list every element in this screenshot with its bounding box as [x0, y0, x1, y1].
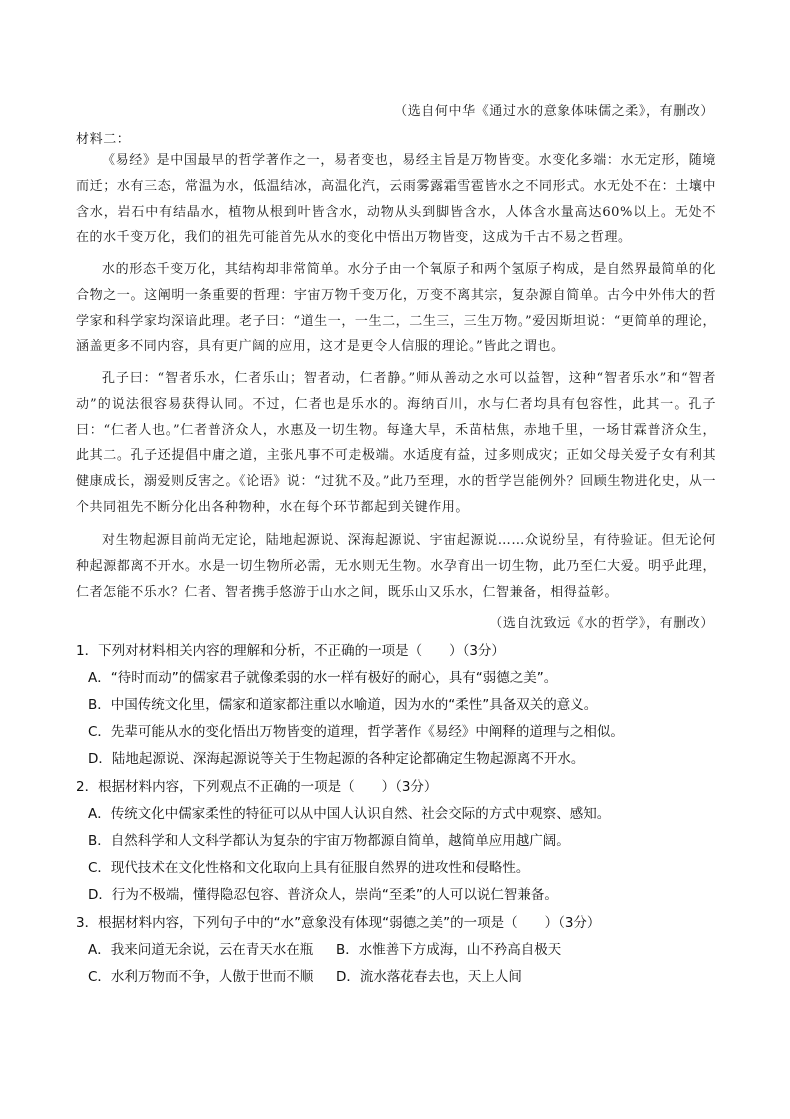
question-2-option-b: B．自然科学和人文科学都认为复杂的宇宙万物都源自简单，越简单应用越广阔。	[88, 833, 570, 849]
paragraph-1: 《易经》是中国最早的哲学著作之一，易者变也，易经主旨是万物皆变。水变化多端：水无定形，随境而迁；水有三态，常温为水，低温结冰，高温化汽，云雨雾露霜雪雹皆水之不同形式。水无处不在：土壤中含水，岩石中有结晶水，植物从根到叶皆含水，动物从头到脚皆含水，人体含水量高达60%以上。无处不在的水千变万化，我们的祖先可能首先从水的变化中悟出万物皆变，这成为千古不易之哲理。	[76, 153, 716, 246]
question-1-stem: 1．下列对材料相关内容的理解和分析，不正确的一项是（ ）（3分）	[76, 643, 505, 659]
question-2-stem: 2．根据材料内容，下列观点不正确的一项是（ ）（3分）	[76, 779, 438, 795]
question-1-option-d: D．陆地起源说、深海起源说等关于生物起源的各种定论都确定生物起源离不开水。	[88, 751, 585, 767]
question-3-options-row-2	[88, 964, 728, 990]
material-2-label: 材料二：	[76, 132, 131, 147]
question-2-option-a: A．传统文化中儒家柔性的特征可以从中国人认识自然、社会交际的方式中观察、感知。	[88, 806, 611, 822]
question-3-option-a: A．我来问道无余说，云在青天水在瓶	[88, 942, 314, 958]
question-2-option-d: D．行为不极端，懂得隐忍包容、普济众人，崇尚“至柔”的人可以说仁智兼备。	[88, 887, 558, 903]
question-3-stem: 3．根据材料内容，下列句子中的“水”意象没有体现“弱德之美”的一项是（ ）（3分）	[76, 915, 601, 931]
paragraph-2: 水的形态千变万化，其结构却非常简单。水分子由一个氧原子和两个氢原子构成，是自然界最简单的化合物之一。这阐明一条重要的哲理：宇宙万物千变万化，万变不离其宗，复杂源自简单。古今中外伟大的哲学家和科学家均深谙此理。老子曰：“道生一，一生二，二生三，三生万物。”爱因斯坦说：“更简单的理论，涵盖更多不同内容，具有更广阔的应用，这才是更令人信服的理论。”皆此之谓也。	[76, 262, 716, 355]
source-citation-2: （选自沈致远《水的哲学》，有删改）	[489, 616, 714, 631]
paragraph-4: 对生物起源目前尚无定论，陆地起源说、深海起源说、宇宙起源说……众说纷呈，有待验证。但无论何种起源都离不开水。水是一切生物所必需，无水则无生物。水孕育出一切生物，此乃至仁大爱。明乎此理，仁者怎能不乐水？仁者、智者携手悠游于山水之间，既乐山又乐水，仁智兼备，相得益彰。	[76, 533, 716, 600]
question-3-option-d: D．流水落花春去也，天上人间	[336, 969, 522, 985]
source-citation-1: （选自何中华《通过水的意象体味儒之柔》，有删改）	[394, 104, 714, 119]
question-3-option-b: B．水惟善下方成海，山不矜高自极天	[336, 942, 562, 958]
question-1-option-c: C．先辈可能从水的变化悟出万物皆变的道理，哲学著作《易经》中阐释的道理与之相似。	[88, 724, 624, 740]
question-1-option-a: A．“待时而动”的儒家君子就像柔弱的水一样有极好的耐心，具有“弱德之美”。	[88, 670, 558, 686]
question-1-option-b: B．中国传统文化里，儒家和道家都注重以水喻道，因为水的“柔性”具备双关的意义。	[88, 697, 598, 713]
question-3-option-c: C．水利万物而不争，人傲于世而不顺	[88, 969, 314, 985]
question-2-option-c: C．现代技术在文化性格和文化取向上具有征服自然界的进攻性和侵略性。	[88, 860, 530, 876]
question-3-options-row-1	[88, 937, 728, 963]
paragraph-3: 孔子曰：“智者乐水，仁者乐山；智者动，仁者静。”师从善动之水可以益智，这种“智者乐水”和“智者动”的说法很容易获得认同。不过，仁者也是乐水的。海纳百川，水与仁者均具有包容性，此其一。孔子曰：“仁者人也。”仁者普济众人，水惠及一切生物。每逢大旱，禾苗枯焦，赤地千里，一场甘霖普济众生，此其二。孔子还提倡中庸之道，主张凡事不可走极端。水适度有益，过多则成灾；正如父母关爱子女有利其健康成长，溺爱则反害之。《论语》说：“过犹不及。”此乃至理，水的哲学岂能例外？回顾生物进化史，从一个共同祖先不断分化出各种物种，水在每个环节都起到关键作用。	[76, 371, 716, 515]
